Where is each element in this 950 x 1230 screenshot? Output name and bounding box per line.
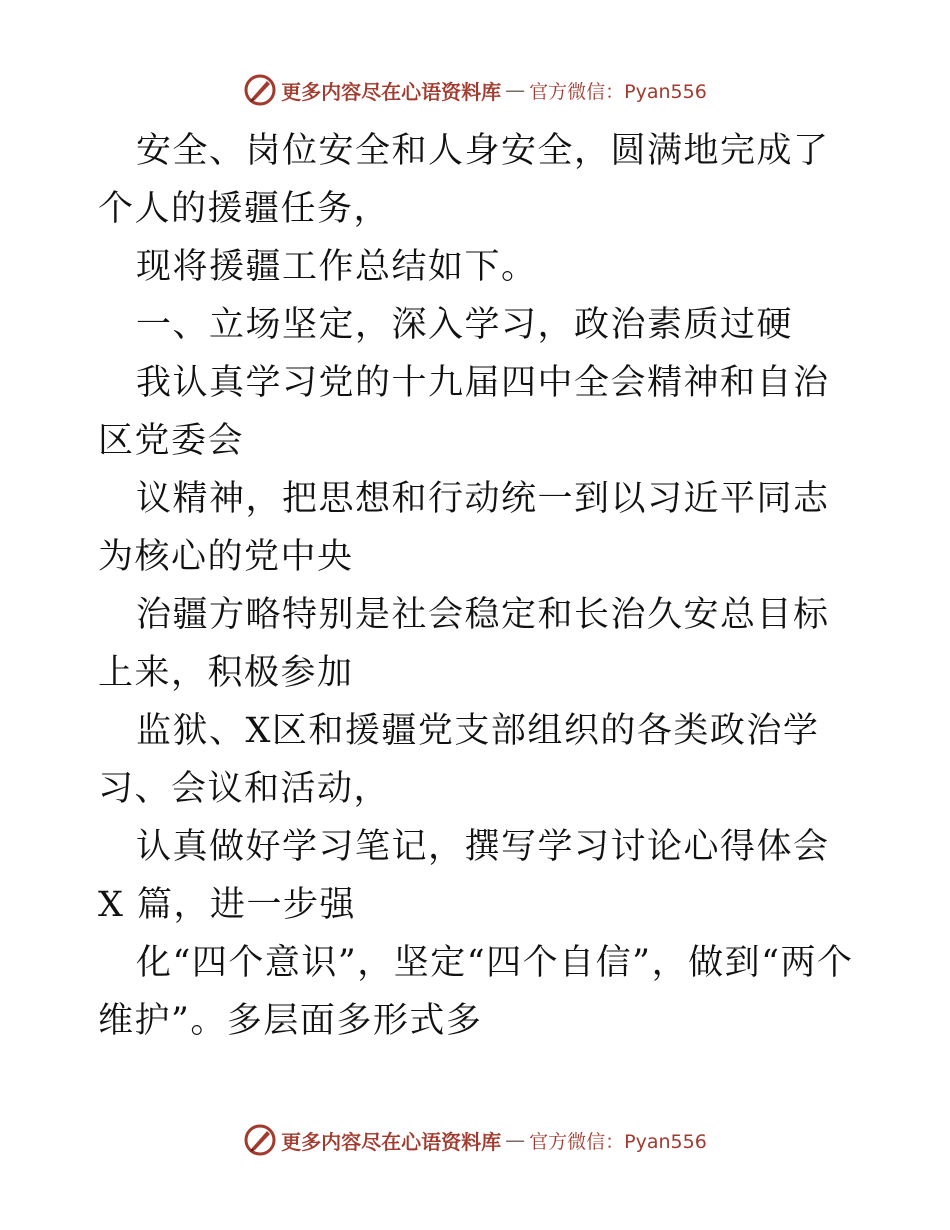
paragraph: 我认真学习党的十九届四中全会精神和自治区党委会 <box>98 363 830 461</box>
paragraph: 认真做好学习笔记，撰写学习讨论心得体会 X 篇，进一步强 <box>98 827 830 925</box>
paragraph: 化“四个意识”，坚定“四个自信”，做到“两个维护”。多层面多形式多 <box>98 943 854 1041</box>
watermark-dash: — <box>505 78 526 102</box>
header-watermark <box>0 70 950 110</box>
paragraph: 治疆方略特别是社会稳定和长治久安总目标上来，积极参加 <box>98 595 830 693</box>
seal-quill-icon <box>243 73 277 107</box>
paragraph: 议精神，把思想和行动统一到以习近平同志为核心的党中央 <box>98 479 830 577</box>
watermark-contact: 官方微信：Pyan556 <box>529 1130 707 1153</box>
watermark-brand: 更多内容尽在心语资料库 <box>281 1129 502 1154</box>
document-body <box>98 122 858 1050</box>
watermark-dash: — <box>505 1128 526 1152</box>
footer-watermark <box>0 1120 950 1160</box>
paragraph: 监狱、X区和援疆党支部组织的各类政治学习、会议和活动， <box>98 711 820 809</box>
paragraph: 安全、岗位安全和人身安全，圆满地完成了个人的援疆任务， <box>98 131 830 229</box>
watermark-brand: 更多内容尽在心语资料库 <box>281 79 502 104</box>
section-heading: 一、立场坚定，深入学习，政治素质过硬 <box>136 305 794 345</box>
seal-quill-icon <box>243 1123 277 1157</box>
paragraph: 现将援疆工作总结如下。 <box>136 247 538 287</box>
watermark-contact: 官方微信：Pyan556 <box>529 80 707 103</box>
